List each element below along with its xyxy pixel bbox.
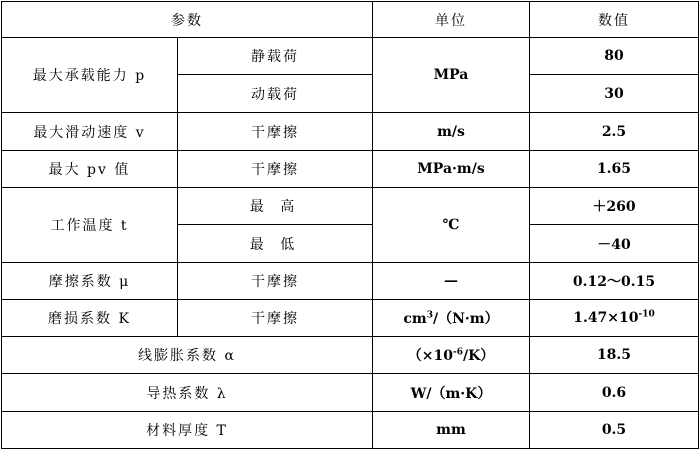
param-conductivity: 导热系数 λ <box>2 374 373 412</box>
table-row <box>2 263 699 300</box>
material-spec-table <box>1 1 699 449</box>
value-temp-high: ＋260 <box>530 188 699 225</box>
param-load: 最大承载能力 p <box>2 38 178 113</box>
cond-temp-low: 最 低 <box>178 225 373 263</box>
unit-speed: m/s <box>373 113 530 151</box>
table-row <box>2 38 699 75</box>
table-row <box>2 151 699 188</box>
value-conductivity: 0.6 <box>530 374 699 412</box>
header-row <box>2 2 699 38</box>
unit-wear-rest: /（N·m） <box>433 311 499 327</box>
value-temp-low: －40 <box>530 225 699 263</box>
spec-table-container <box>1 1 699 449</box>
value-wear <box>530 300 699 337</box>
param-thickness: 材料厚度 T <box>2 412 373 449</box>
unit-friction: — <box>373 263 530 300</box>
param-temp: 工作温度 t <box>2 188 178 263</box>
value-dynamic: 30 <box>530 75 699 113</box>
header-param: 参数 <box>2 2 373 38</box>
value-expansion: 18.5 <box>530 337 699 374</box>
unit-thickness: mm <box>373 412 530 449</box>
unit-expansion <box>373 337 530 374</box>
param-wear: 磨损系数 K <box>2 300 178 337</box>
value-pv: 1.65 <box>530 151 699 188</box>
value-wear-exp: -10 <box>638 309 655 320</box>
cond-static: 静载荷 <box>178 38 373 75</box>
cond-pv: 干摩擦 <box>178 151 373 188</box>
param-pv: 最大 pv 值 <box>2 151 178 188</box>
value-thickness: 0.5 <box>530 412 699 449</box>
unit-pv: MPa·m/s <box>373 151 530 188</box>
table-row <box>2 113 699 151</box>
table-row <box>2 337 699 374</box>
table-row <box>2 412 699 449</box>
value-static: 80 <box>530 38 699 75</box>
unit-conductivity: W/（m·K） <box>373 374 530 412</box>
cond-wear: 干摩擦 <box>178 300 373 337</box>
cond-dynamic: 动载荷 <box>178 75 373 113</box>
param-speed: 最大滑动速度 v <box>2 113 178 151</box>
unit-wear <box>373 300 530 337</box>
cond-friction: 干摩擦 <box>178 263 373 300</box>
table-row <box>2 188 699 225</box>
header-value: 数值 <box>530 2 699 38</box>
unit-wear-base: cm <box>403 311 427 327</box>
table-row <box>2 374 699 412</box>
unit-temp: ℃ <box>373 188 530 263</box>
unit-expansion-pre: （×10 <box>407 348 453 364</box>
value-wear-base: 1.47×10 <box>573 310 639 326</box>
param-friction: 摩擦系数 μ <box>2 263 178 300</box>
cond-speed: 干摩擦 <box>178 113 373 151</box>
unit-expansion-post: /K） <box>462 348 495 364</box>
unit-expansion-exp: -6 <box>452 347 463 358</box>
value-speed: 2.5 <box>530 113 699 151</box>
param-expansion: 线膨胀系数 α <box>2 337 373 374</box>
unit-load: MPa <box>373 38 530 113</box>
value-friction: 0.12～0.15 <box>530 263 699 300</box>
unit-wear-exp: 3 <box>426 310 433 321</box>
cond-temp-high: 最 高 <box>178 188 373 225</box>
table-row <box>2 300 699 337</box>
header-unit: 单位 <box>373 2 530 38</box>
